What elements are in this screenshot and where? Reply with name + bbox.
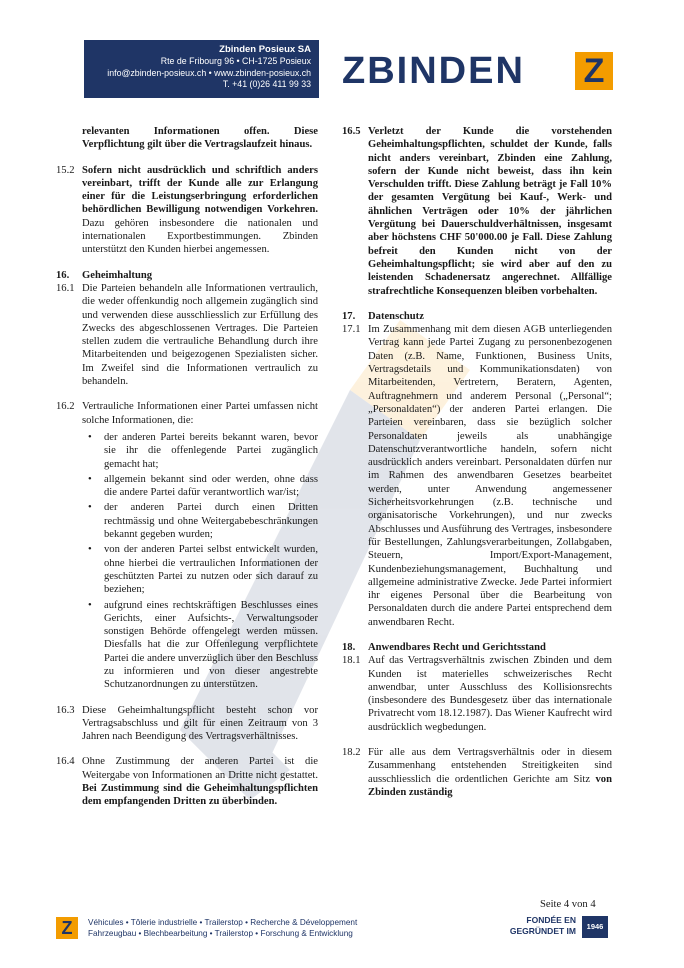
- list-item: • aufgrund eines rechtskräftigen Beschlusses eines Gerichts, einer Aufsichts-, Verwaltungsoder sonstigen Behörde offengelegt werden müssen. Diesfalls hat die zur Offenlegung verpflichtete Partei die andere unverzüglich über den Beschluss zu informieren und von dieser angestrebte Schutzanordnungen zu unterstützen.: [82, 599, 318, 692]
- paragraph-number: 18.2: [342, 747, 361, 759]
- paragraph-text: relevanten Informationen offen. Diese Verpflichtung gilt über die Vertragslaufzeit hinaus.: [82, 126, 318, 151]
- section-17-heading: [342, 310, 612, 323]
- footer-services-de: Fahrzeugbau • Blechbearbeitung • Trailerstop • Forschung & Entwicklung: [88, 929, 353, 938]
- header-contact-block: [84, 40, 319, 98]
- list-item: • allgemein bekannt sind oder werden, ohne dass die andere Partei dafür verantwortlich war/ist;: [82, 473, 318, 500]
- list-item: • von der anderen Partei selbst entwickelt wurden, ohne hierbei die vertraulichen Informationen der geschützten Partei zu nutzen oder sich darauf zu beziehen;: [82, 543, 318, 596]
- paragraph-number: 16.1: [56, 282, 75, 294]
- section-18-heading: [342, 641, 612, 654]
- paragraph-16-5: [342, 125, 612, 298]
- section-title: Datenschutz: [368, 310, 424, 322]
- paragraph-bold-text: Bei Zustimmung sind die Geheimhaltungspflichten dem empfangenden Dritten zu überbinden.: [82, 783, 318, 808]
- footer-z-logo-icon: [56, 917, 78, 939]
- paragraph-number: 17.1: [342, 324, 361, 336]
- logo-letter: Z: [583, 52, 605, 90]
- company-address: Rte de Fribourg 96 • CH-1725 Posieux: [160, 56, 311, 66]
- paragraph-17-1: [342, 323, 612, 629]
- company-name: Zbinden Posieux SA: [219, 44, 311, 55]
- founded-de: GEGRÜNDET IM: [509, 925, 576, 936]
- paragraph-16-4: [56, 755, 318, 808]
- paragraph-18-2: [342, 746, 612, 799]
- paragraph-text: Dazu gehören insbesondere die nationalen und internationalen Exportbestimmungen. Zbinden unterstützt den Kunden hierbei angemessen.: [82, 217, 318, 256]
- paragraph-bold-text: Sofern nicht ausdrücklich und schriftlich anders vereinbart, trifft der Kunde alle zur Erlangung einer für die Leistungserbringung erforderlichen behördlichen Bewilligung notwendigen Vorkehren.: [82, 164, 318, 216]
- paragraph-number: 16.2: [56, 401, 75, 413]
- paragraph-16-3: [56, 704, 318, 744]
- footer-services: [88, 917, 357, 939]
- paragraph-text: Auf das Vertragsverhältnis zwischen Zbinden und dem Kunden ist materielles schweizerisches Recht anwendbar, unter Ausschluss des Kollisionsrechts (insbesondere des Bundesgesetz über das internationale Privatrecht vom 18.12.1987). Das Wiener Kaufrecht wird ausdrücklich wegbedungen.: [368, 655, 612, 733]
- paragraph-text: Im Zusammenhang mit dem diesen AGB unterliegenden Vertrag kann jede Partei Zugang zu personenbezogenen Daten (z.B. Name, Funktionen, Business Units, Vertragsdetails und Kommunikationsdaten) von Mitarbeitenden, Vertretern, Beratern, Agenten, Auftragnehmern und anderem Personal („Personal“; „Personaldaten“) der anderen Partei erlangen. Die Parteien vereinbaren, dass sie bezüglich solcher Personaldaten jeweils als unabhängige Datenschutzverantwortliche handeln, sofern nicht ausdrücklich anders vereinbart. Personaldaten dürfen nur im Rahmen des anwendbaren Gesetzes bearbeitet werden, unter Anwendung angemessener Sicherheitsvorkehrungen (z.B. technische und organisatorische Vorkehrungen), und nur zwecks Abschlusses und Ausführung des Vertrages, insbesondere für Bestellungen, Zahlungsverarbeitungen, Zollabgaben, Steuern, Import/Export-Management, Kundenbeziehungsmanagement, Buchhaltung und allgemeine administrative Zwecke. Jede Partei informiert ihr eigenes Personal über die Bearbeitung von Personaldaten durch die andere Partei entsprechend dem anwendbaren Recht.: [368, 324, 612, 628]
- company-contact: info@zbinden-posieux.ch • www.zbinden-posieux.ch: [107, 67, 311, 78]
- footer-founded: [500, 915, 576, 936]
- page-number: Seite 4 von 4: [540, 899, 596, 910]
- paragraph-text: Ohne Zustimmung der anderen Partei ist die Weitergabe von Informationen an Dritte nicht gestattet.: [82, 756, 318, 781]
- paragraph-text: Diese Geheimhaltungspflicht besteht schon vor Vertragsabschluss und gilt für einen Zeitraum von 3 Jahren nach Beendigung des Vertragsverhältnisses.: [82, 704, 318, 743]
- paragraph-number: 16.5: [342, 126, 361, 137]
- section-number: 17.: [342, 310, 356, 322]
- paragraph-number: 15.2: [56, 164, 75, 176]
- paragraph-18-1: [342, 654, 612, 734]
- z-logo-icon: [575, 52, 613, 90]
- right-column: [342, 125, 612, 811]
- exception-list: [82, 431, 318, 692]
- paragraph-number: 18.1: [342, 655, 361, 667]
- section-number: 16.: [56, 269, 70, 281]
- paragraph-text: Vertrauliche Informationen einer Partei umfassen nicht solche Informationen, die:: [82, 401, 318, 426]
- paragraph-16-1: [56, 282, 318, 388]
- left-column: [56, 125, 318, 821]
- paragraph-number: 16.4: [56, 756, 75, 768]
- paragraph-number: 16.3: [56, 704, 75, 716]
- section-title: Geheimhaltung: [82, 269, 153, 281]
- list-item: • der anderen Partei bereits bekannt waren, bevor sie ihr die offenlegende Partei zugänglich gemacht hat;: [82, 431, 318, 471]
- paragraph-bold-text: Verletzt der Kunde die vorstehenden Geheimhaltungspflichten, schuldet der Kunde, falls nicht anders vereinbart, Zbinden eine Zahlung, sofern der Kunde nicht beweist, dass ihn kein Verschulden trifft. Diese Zahlung beträgt je Fall 10% der gesamten Vergütung bei Kauf-, Werk- und ähnlichen Verträgen oder 10% der jährlichen Vergütung bei Dauerschuldverhältnissen, insgesamt aber höchstens CHF 50'000.00 je Fall. Diese Zahlung befreit den Kunden nicht von der Geheimhaltungspflicht; sie wird aber auf den zu leistenden Schadenersatz angerechnet. Allfällige strafrechtliche Konsequenzen bleiben vorbehalten.: [368, 126, 612, 297]
- logo-letter: Z: [61, 918, 73, 938]
- list-item: • der anderen Partei durch einen Dritten rechtmässig und ohne Weitergabebeschränkungen bekannt gegeben wurden;: [82, 501, 318, 541]
- founded-year-badge: 1946: [582, 916, 608, 938]
- footer-services-fr: Véhicules • Tôlerie industrielle • Trailerstop • Recherche & Développement: [88, 918, 358, 927]
- paragraph-15-2: [56, 164, 318, 257]
- paragraph-text: Die Parteien behandeln alle Informationen vertraulich, die weder offenkundig noch allgemein zugänglich sind und verwenden diese ausschliesslich zur Erfüllung des Zwecks des abgeschlossenen Vertrages. Die Parteien stellen zudem die vertrauliche Behandlung durch ihre Mitarbeitenden und beigezogenen Spezialisten sicher. Im Zweifel sind die Informationen vertraulich zu behandeln.: [82, 282, 318, 388]
- section-title: Anwendbares Recht und Gerichtsstand: [368, 641, 546, 653]
- paragraph-bold-text: von Zbinden zuständig: [368, 773, 612, 798]
- brand-logo-text: ZBINDEN: [342, 50, 525, 92]
- paragraph-15-1-continuation: [56, 125, 318, 152]
- founded-fr: FONDÉE EN: [526, 915, 576, 925]
- section-number: 18.: [342, 641, 356, 653]
- company-phone: T. +41 (0)26 411 99 33: [222, 79, 311, 89]
- section-16-heading: [56, 269, 318, 282]
- paragraph-16-2: [56, 400, 318, 691]
- paragraph-text: Für alle aus dem Vertragsverhältnis oder in diesem Zusammenhang entstehenden Streitigkeiten sind ausschliesslich die ordentlichen Gerichte am Sitz: [368, 747, 612, 785]
